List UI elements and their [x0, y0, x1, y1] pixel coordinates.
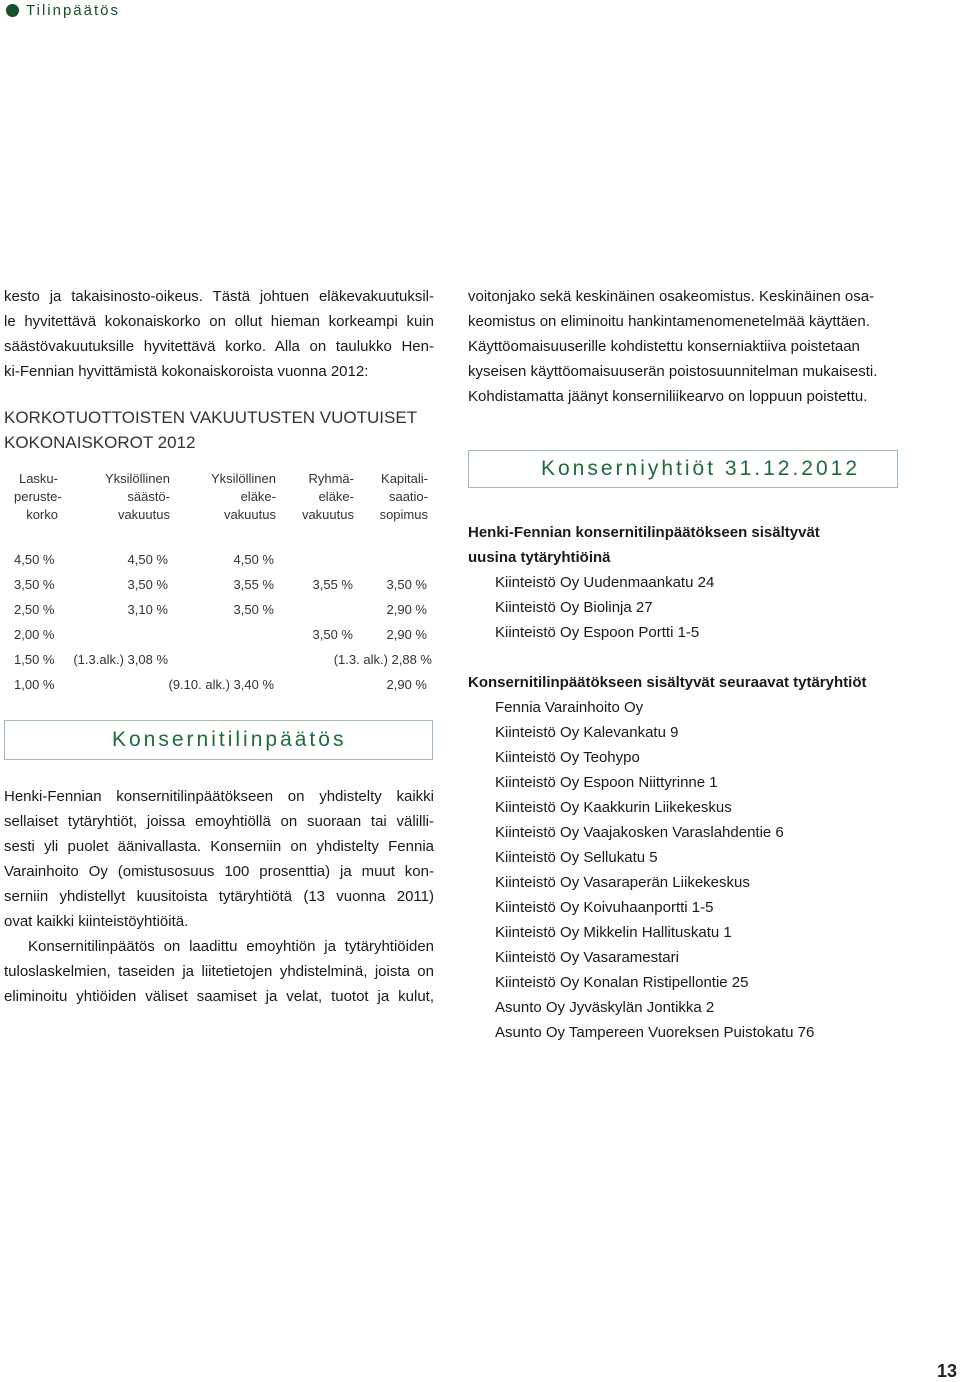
table-cell: 2,50 %	[14, 602, 55, 617]
text-line: voitonjako sekä keskinäinen osakeomistus. Keskinäinen osa-	[468, 288, 875, 305]
list-item: Kiinteistö Oy Uudenmaankatu 24	[495, 574, 715, 591]
right-intro-paragraph	[468, 284, 908, 409]
subsidiaries-heading: Konsernitilinpäätökseen sisältyvät seuraavat tytäryhtiöt	[468, 674, 867, 691]
table-cell: 3,50 %	[233, 602, 274, 617]
list-item: Kiinteistö Oy Konalan Ristipellontie 25	[495, 974, 749, 991]
page-header	[6, 1, 120, 19]
list-item: Kiinteistö Oy Vasaramestari	[495, 949, 679, 966]
table-cell: 1,50 %	[14, 652, 55, 667]
text-line: Varainhoito Oy (omistusosuus 100 prosenttia) ja muut kon-	[4, 863, 434, 880]
table-cell: 2,90 %	[386, 602, 427, 617]
right-column	[468, 284, 908, 409]
table-cell: 3,55 %	[312, 577, 353, 592]
section-dot-icon	[6, 4, 19, 17]
new-subsidiaries-heading: Henki-Fennian konsernitilinpäätökseen sisältyvät uusina tytäryhtiöinä	[468, 524, 820, 566]
table-cell: 3,50 %	[14, 577, 55, 592]
list-item: Kiinteistö Oy Teohypo	[495, 749, 640, 766]
konserniyhtiot-heading: Konserniyhtiöt 31.12.2012	[468, 450, 898, 488]
table-cell: (1.3. alk.) 2,88 %	[333, 652, 432, 667]
konsernitilinpaatos-heading: Konsernitilinpäätös	[4, 720, 433, 760]
col-header-kapitalisaatiosopimus: Kapitali- saatio- sopimus	[379, 471, 428, 522]
text-line: Käyttöomaisuuserille kohdistettu konserniaktiiva poistetaan	[468, 338, 860, 355]
rates-table-title	[4, 405, 417, 455]
text-line: ki-Fennian hyvittämistä kokonaiskoroista vuonna 2012:	[4, 363, 369, 380]
list-item: Asunto Oy Tampereen Vuoreksen Puistokatu 76	[495, 1024, 815, 1041]
list-item: Kiinteistö Oy Kalevankatu 9	[495, 724, 679, 741]
col-header-laskuperustekorko: Lasku- peruste- korko	[14, 471, 62, 522]
list-item: Kiinteistö Oy Espoon Niittyrinne 1	[495, 774, 718, 791]
text-line: tuloslaskelmien, taseiden ja liitetietojen yhdistelminä, joista on	[4, 963, 434, 980]
left-column	[4, 284, 434, 384]
table-cell: 3,10 %	[127, 602, 168, 617]
title-line: KOKONAISKOROT 2012	[4, 433, 196, 452]
list-item: Kiinteistö Oy Sellukatu 5	[495, 849, 658, 866]
table-cell: 1,00 %	[14, 677, 55, 692]
table-cell: (9.10. alk.) 3,40 %	[168, 677, 274, 692]
list-item: Kiinteistö Oy Mikkelin Hallituskatu 1	[495, 924, 732, 941]
text-line: säästövakuutuksille hyvitettävä korko. Alla on taulukko Hen-	[4, 338, 434, 355]
list-item: Kiinteistö Oy Vaajakosken Varaslahdentie 6	[495, 824, 784, 841]
text-line: le hyvitettävä kokonaiskorko on ollut hieman korkeampi kuin	[4, 313, 434, 330]
text-line: Henki-Fennian konsernitilinpäätökseen on yhdistelty kaikki	[4, 788, 434, 805]
text-line: eliminoitu yhtiöiden väliset saamiset ja velat, tuotot ja kulut,	[4, 988, 434, 1005]
list-item: Asunto Oy Jyväskylän Jontikka 2	[495, 999, 715, 1016]
table-cell: 2,90 %	[386, 677, 427, 692]
subsidiaries-section	[468, 520, 918, 1045]
list-item: Fennia Varainhoito Oy	[495, 699, 644, 716]
table-cell: 4,50 %	[233, 552, 274, 567]
text-line: Konsernitilinpäätös on laadittu emoyhtiön ja tytäryhtiöiden	[28, 938, 434, 955]
table-cell: 3,55 %	[233, 577, 274, 592]
text-line: kyseisen käyttöomaisuuserän poistosuunnitelman mukaisesti.	[468, 363, 878, 380]
konserni-paragraph-1	[4, 784, 434, 934]
table-cell: 3,50 %	[386, 577, 427, 592]
table-cell: 4,50 %	[14, 552, 55, 567]
table-cell: 3,50 %	[127, 577, 168, 592]
table-cell: 3,50 %	[312, 627, 353, 642]
text-line: keomistus on eliminoitu hankintamenomenetelmää käyttäen.	[468, 313, 870, 330]
title-line: KORKOTUOTTOISTEN VAKUUTUSTEN VUOTUISET	[4, 408, 418, 427]
table-cell: 2,90 %	[386, 627, 427, 642]
text-line: Kohdistamatta jäänyt konserniliikearvo on loppuun poistettu.	[468, 388, 868, 405]
text-line: kesto ja takaisinosto-oikeus. Tästä johtuen eläkevakuutuksil-	[4, 288, 434, 305]
page-number: 13	[937, 1361, 958, 1381]
list-item: Kiinteistö Oy Biolinja 27	[495, 599, 653, 616]
konserni-paragraph-2	[4, 934, 434, 1009]
col-header-yksilollinen-elakevakuutus: Yksilöllinen eläke- vakuutus	[210, 471, 276, 522]
table-cell: (1.3.alk.) 3,08 %	[73, 652, 168, 667]
left-intro-paragraph	[4, 284, 434, 384]
list-item: Kiinteistö Oy Koivuhaanportti 1-5	[495, 899, 714, 916]
table-cell: 4,50 %	[127, 552, 168, 567]
table-cell: 2,00 %	[14, 627, 55, 642]
text-line: serniin yhdistellyt kuusitoista tytäryhtiötä (13 vuonna 2011)	[4, 888, 434, 905]
col-header-yksilollinen-saastovakuutus: Yksilöllinen säästö- vakuutus	[104, 471, 170, 522]
text-line: ovat kaikki kiinteistöyhtiöitä.	[4, 913, 189, 930]
new-subsidiaries-list	[468, 570, 918, 645]
section-name: Tilinpäätös	[26, 1, 120, 19]
list-item: Kiinteistö Oy Kaakkurin Liikekeskus	[495, 799, 732, 816]
text-line: sesti yli puolet äänivallasta. Konserniin on yhdistelty Fennia	[4, 838, 434, 855]
list-item: Kiinteistö Oy Espoon Portti 1-5	[495, 624, 700, 641]
list-item: Kiinteistö Oy Vasaraperän Liikekeskus	[495, 874, 750, 891]
subsidiaries-list	[468, 695, 918, 1045]
text-line: sellaiset tytäryhtiöt, joissa emoyhtiöllä on suoraan tai välilli-	[4, 813, 434, 830]
col-header-ryhmaelakevakuutus: Ryhmä- eläke- vakuutus	[301, 471, 354, 522]
